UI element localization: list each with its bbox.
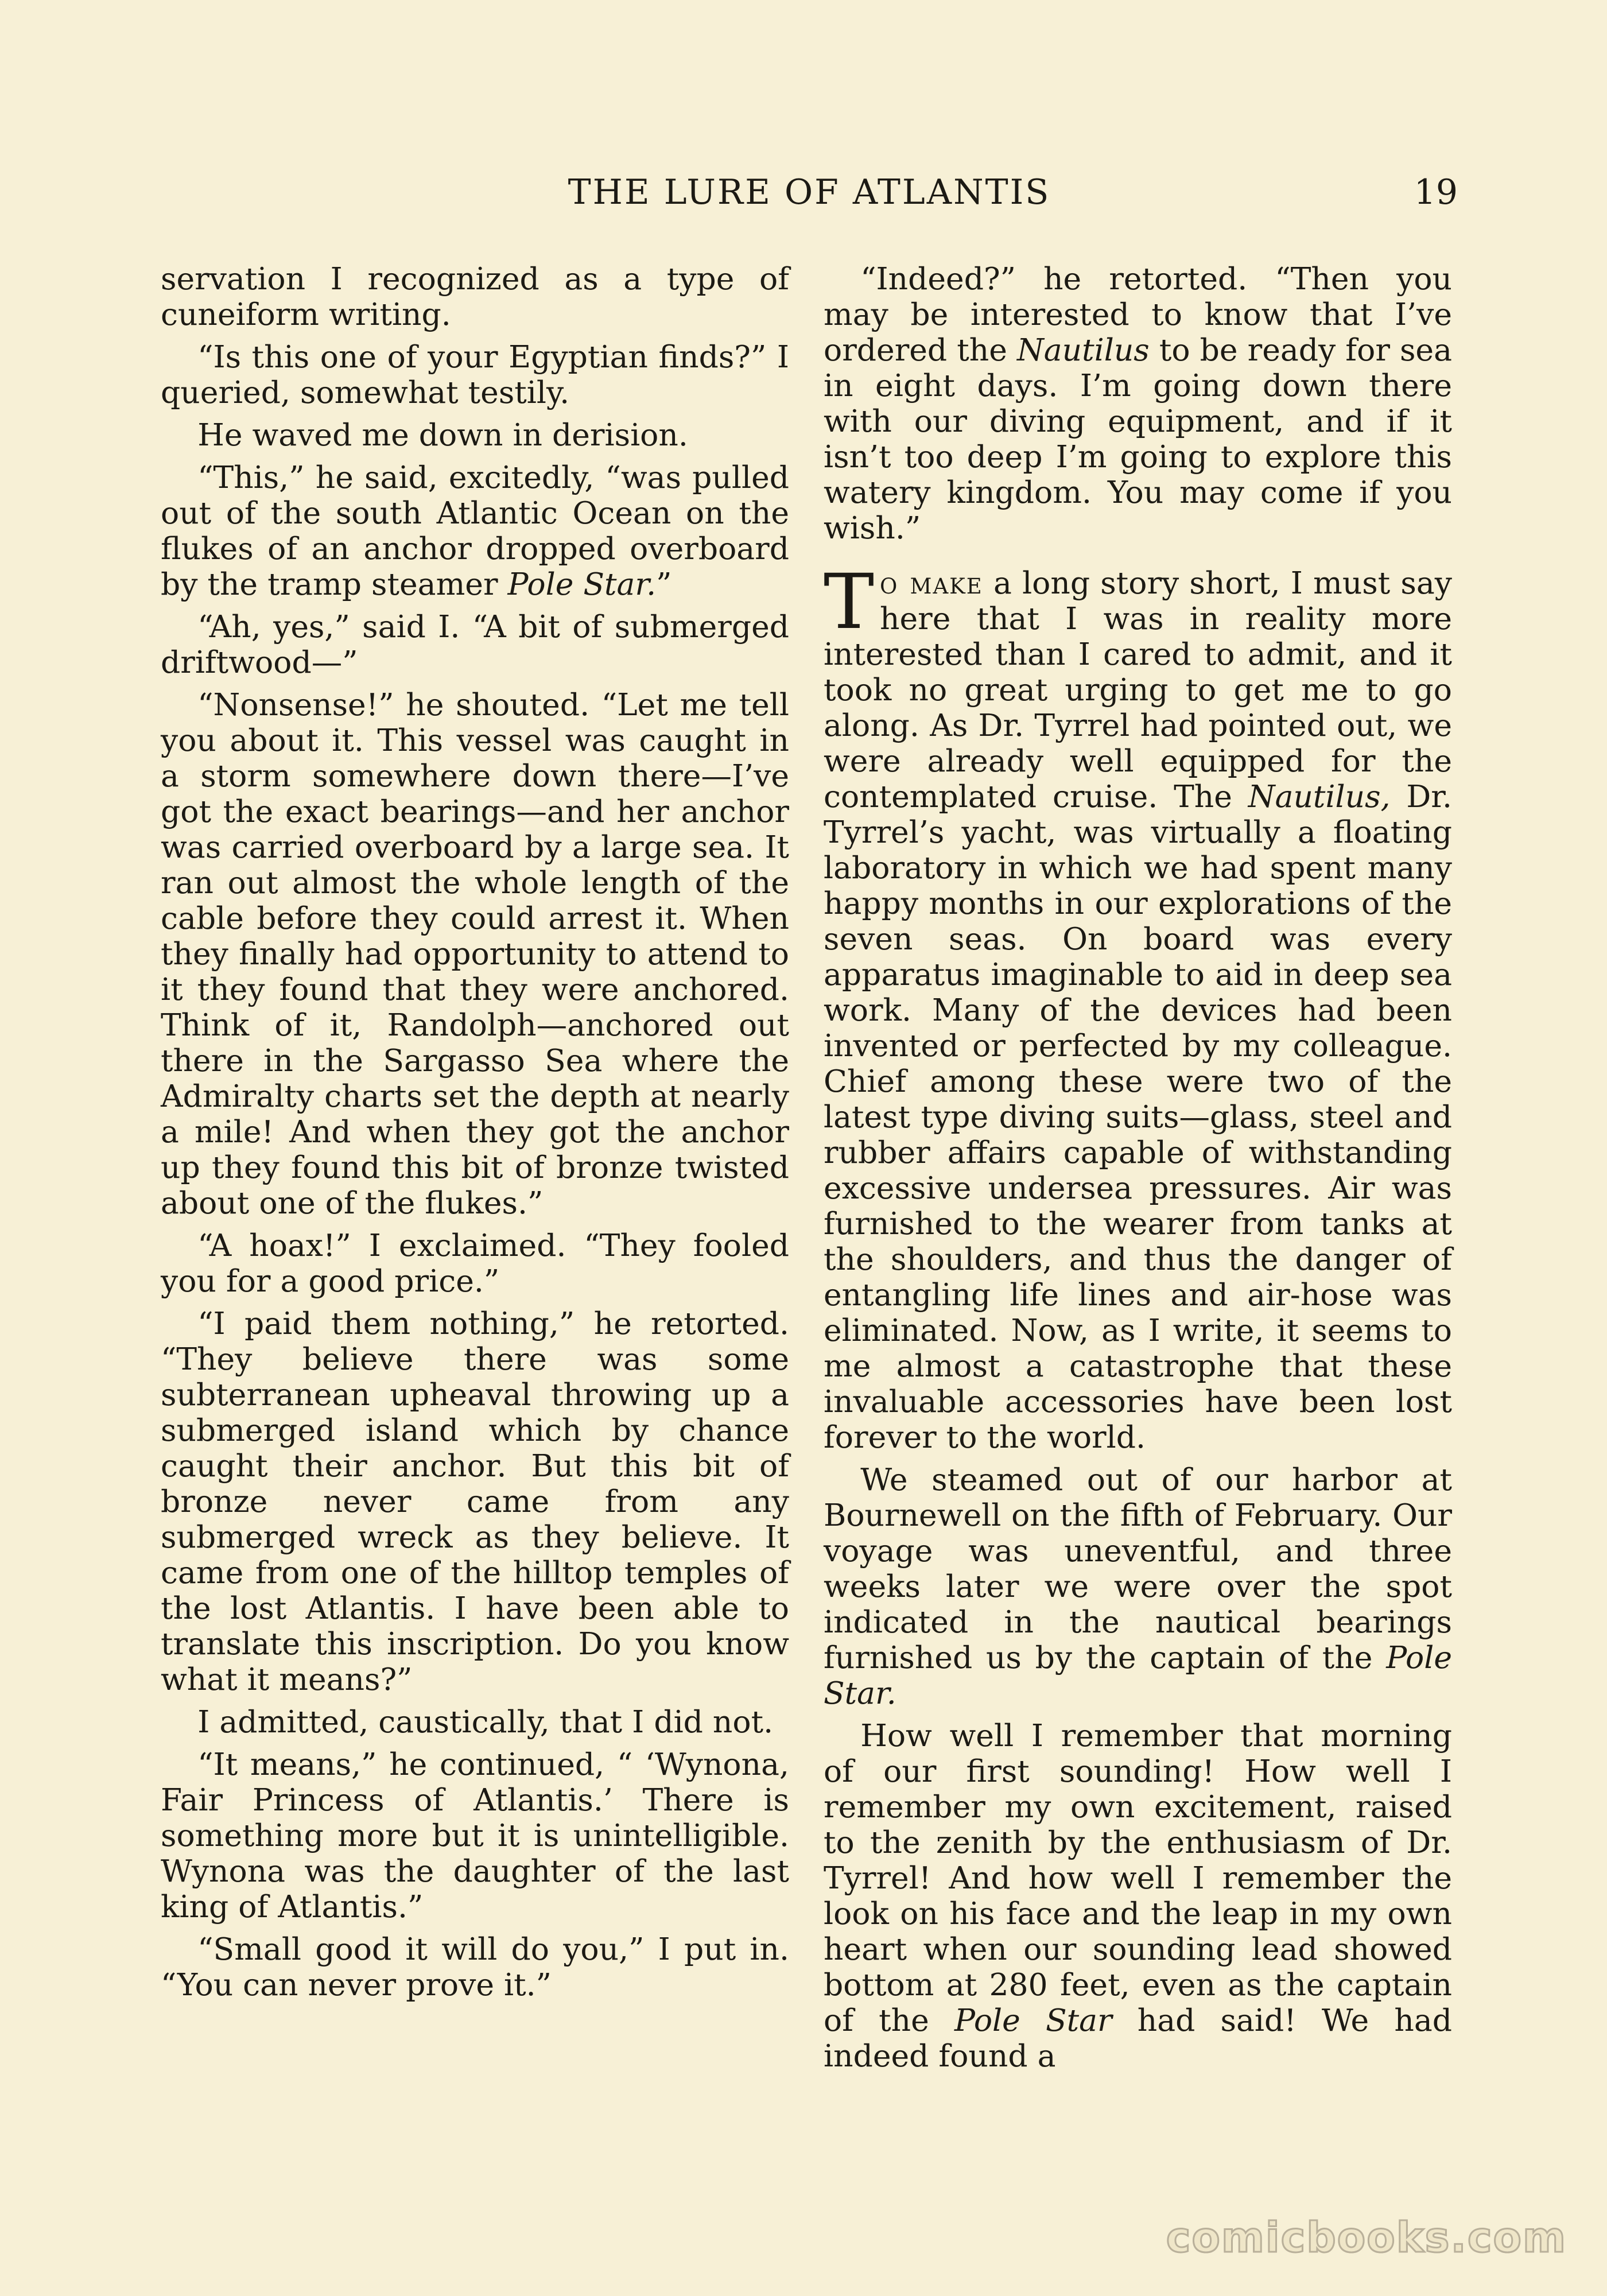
paragraph: “Is this one of your Egyptian finds?” I queried, somewhat testily.	[161, 339, 789, 410]
paragraph: servation I recognized as a type of cuneiform writing.	[161, 261, 789, 332]
paragraph: “It means,” he continued, “ ‘Wynona, Fair Princess of Atlantis.’ There is something more but it is unintelligible. Wynona was the daughter of the last king of Atlantis.”	[161, 1746, 789, 1925]
paragraph-text: Dr. Tyrrel’s yacht, was virtually a floating laboratory in which we had spent many happy months in our explorations of the seven seas. On board was every apparatus imaginable to aid in deep sea work. Many of the devices had been invented or perfected by my colleague. Chief among these were two of the latest type diving suits—glass, steel and rubber affairs capable of withstanding excessive undersea pressures. Air was furnished to the wearer from tanks at the shoulders, and thus the danger of entangling life lines and air-hose was eliminated. Now, as I write, it seems to me almost a catastrophe that these invaluable accessories have been lost forever to the world.	[824, 778, 1453, 1455]
paragraph: He waved me down in derision.	[197, 417, 688, 453]
paragraph	[824, 1718, 1452, 2074]
ship-name-italic: Nautilus	[1016, 332, 1150, 368]
paragraph: “Nonsense!” he shouted. “Let me tell you about it. This vessel was caught in a storm somewhere down there—I’ve got the exact bearings—and her anchor was carried overboard by a large sea. It ran out almost the whole length of the cable before they could arrest it. When they finally had opportunity to attend to it they found that they were anchored. Think of it, Randolph—anchored out there in the Sargasso Sea where the Admiralty charts set the depth at nearly a mile! And when they got the anchor up they found this bit of bronze twisted about one of the flukes.”	[161, 687, 789, 1221]
paragraph	[161, 460, 789, 602]
paragraph-text: How well I remember that morning of our first sounding! How well I remember my own excitement, raised to the zenith by the enthusiasm of Dr. Tyrrel! And how well I remember the look on his face and the leap in my own heart when our sounding lead showed bottom at 280 feet, even as the captain of the	[824, 1717, 1452, 2038]
drop-cap: T	[824, 558, 875, 646]
paragraph	[824, 261, 1452, 546]
left-column	[161, 261, 789, 2010]
paragraph-text: a long story short, I must say here that I was in reality more interested than I cared to admit, and it took no great urging to get me to go along. As Dr. Tyrrel had pointed out, we were already well equipped for the contemplated cruise. The	[824, 565, 1452, 815]
paragraph: “Small good it will do you,” I put in. “You can never prove it.”	[161, 1931, 789, 2003]
ship-name-italic: Pole Star	[954, 2002, 1112, 2038]
paragraph: “I paid them nothing,” he retorted. “They believe there was some subterranean upheaval throwing up a submerged island which by chance caught their anchor. But this bit of bronze never came from any submerged wreck as they believe. It came from one of the hilltop temples of the lost Atlantis. I have been able to translate this inscription. Do you know what it means?”	[161, 1305, 789, 1697]
paragraph-text: We steamed out of our harbor at Bournewell on the fifth of February. Our voyage was uneventful, and three weeks later we were over the spot indicated in the nautical bearings furnished us by the captain of the	[824, 1461, 1452, 1676]
paragraph-text: “Indeed?” he retorted. “Then you may be interested to know that I’ve ordered the	[824, 261, 1452, 368]
running-title: THE LURE OF ATLANTIS	[568, 172, 1051, 212]
section-paragraph	[824, 558, 1453, 1455]
paragraph: “A hoax!” I exclaimed. “They fooled you for a good price.”	[161, 1227, 789, 1299]
paragraph: “Ah, yes,” said I. “A bit of submerged driftwood—”	[161, 608, 789, 680]
watermark: comicbooks.com	[1166, 2213, 1567, 2262]
paragraph-text: “This,” he said, excitedly, “was pulled out of the south Atlantic Ocean on the flukes of an anchor dropped overboard by the tramp steamer	[161, 459, 789, 602]
closing-quote: ”	[656, 566, 672, 602]
paragraph-text: had said! We had indeed found a	[824, 2002, 1452, 2074]
paragraph: I admitted, caustically, that I did not.	[197, 1704, 774, 1740]
ship-name-italic: Nautilus,	[1248, 778, 1391, 815]
page-header	[161, 172, 1458, 224]
paragraph	[824, 1462, 1452, 1711]
paragraph-text: to be ready for sea in eight days. I’m going down there with our diving equipment, and if it isn’t too deep I’m going to explore this watery kingdom. You may come if you wish.”	[824, 332, 1452, 546]
ship-name-italic: Pole Star.	[824, 1639, 1452, 1711]
page-number: 19	[1414, 172, 1458, 212]
small-caps-lead: o make	[880, 565, 983, 601]
ship-name-italic: Pole Star.	[507, 566, 657, 602]
right-column	[824, 261, 1452, 2081]
